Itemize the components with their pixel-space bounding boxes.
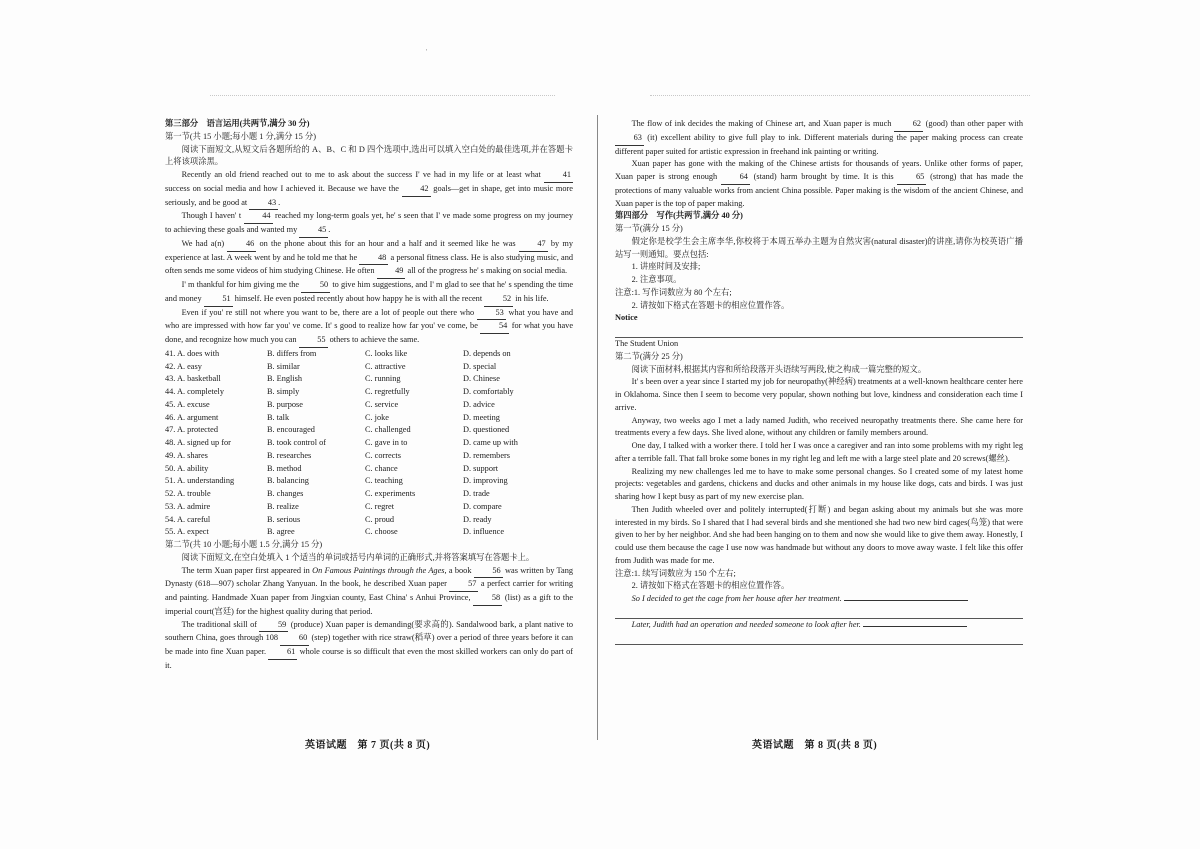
story-paragraph-1: It' s been over a year since I started my job for neuropathy(神经病) treatments at a well-known healthcare center here in Oklahoma. Since then I seem to become very popular, shown nothing but love, kindness and consideration each time I arrive. xyxy=(615,377,1023,412)
blank-46: 46 xyxy=(227,238,256,252)
blank-45: 45 xyxy=(299,224,328,238)
blank-49: 49 xyxy=(377,265,406,279)
notice-answer-line xyxy=(615,325,1023,338)
blank-53: 53 xyxy=(477,307,506,321)
page-8-column xyxy=(615,118,1023,645)
blank-64: 64 xyxy=(721,171,750,185)
option-row-42: 42. A. easy B. similar C. attractive D. special xyxy=(165,361,497,371)
grammar-paragraph-2: The traditional skill of 59 (produce) Xuan paper is demanding(要求高的). Sandalwood bark, a plant native to southern China, goes through 108 60 (step) together with rice straw(稻草) over a period of three years before it can be made into fine Xuan paper. 61 whole course is so difficult that even the most skilled workers can only do part of it. xyxy=(165,619,573,670)
continuation-line-2 xyxy=(863,626,967,627)
option-row-52: 52. A. trouble B. changes C. experiments D. trade xyxy=(165,489,490,498)
grammar-paragraph-1: The term Xuan paper first appeared in On Famous Paintings through the Ages, a book 56 was written by Tang Dynasty (618—907) scholar Zhang Yanyuan. In the book, he described Xuan paper 57 a perfect carrier for writing and painting. Handmade Xuan paper from Jingxian county, East China' s Anhui Province, 58 (list) as a gift to the imperial court(宫廷) for the highest quality during that period. xyxy=(165,565,574,616)
part4-title: 第四部分 写作(共两节,满分 40 分) xyxy=(615,211,743,221)
passage-paragraph-4: I' m thankful for him giving me the 50 to give him suggestions, and I' m glad to see that he' s spending the time and money 51 himself. He even posted recently about how happy he is with all the recent 52 in his life. xyxy=(165,279,573,307)
story-paragraph-5: Then Judith wheeled over and politely interrupted(打断) and began asking about my animals but she was more interested in my birds. So I shared that I had several birds and she mentioned she had two new bird cages(鸟笼) that were given to her by her neighbor. And she had been hanging on to them and now she would like to give them away. Honestly, I could use them because the cage I use now was handmade but without any doors to move away waste. I felt like this offer from Judith was made for me. xyxy=(615,504,1023,565)
section2-title: 第二节(共 10 小题;每小题 1.5 分,满分 15 分) xyxy=(165,540,323,549)
writing1-note-1: 注意:1. 写作词数应为 80 个左右; xyxy=(615,287,732,297)
continuation-start-1: So I decided to get the cage from her house after her treatment. xyxy=(615,593,1023,606)
option-row-51: 51. A. understanding B. balancing C. teaching D. improving xyxy=(165,476,508,486)
section1-title: 第一节(共 15 小题;每小题 1 分,满分 15 分) xyxy=(165,131,316,141)
blank-65: 65 xyxy=(897,171,926,185)
blank-42: 42 xyxy=(402,183,431,197)
option-row-55: 55. A. expect B. agree C. choose D. influence xyxy=(165,527,505,537)
top-dotted-line-right xyxy=(650,95,1030,96)
blank-63: 63 xyxy=(615,132,644,146)
notice-signature: The Student Union xyxy=(615,339,679,348)
writing1-prompt: 假定你是校学生会主席李华,你校将于本周五举办主题为自然灾害(natural disaster)的讲座,请你为校英语广播站写一则通知。要点包括: xyxy=(615,236,1023,259)
blank-44: 44 xyxy=(244,210,273,224)
option-row-41: 41. A. does with B. differs from C. looks like D. depends on xyxy=(165,348,511,358)
section1-instructions: 阅读下面短文,从短文后各题所给的 A、B、C 和 D 四个选项中,选出可以填入空白处的最佳选项,并在答题卡上将该项涂黑。 xyxy=(165,144,573,167)
answer-line-2 xyxy=(615,632,1023,645)
blank-51: 51 xyxy=(204,293,233,307)
page-divider xyxy=(597,115,598,740)
story-paragraph-2: Anyway, two weeks ago I met a lady named Judith, who received neuropathy treatments there. She came here for treatments every a few days. She lived alone, without any children or family members around. xyxy=(615,415,1023,438)
blank-52: 52 xyxy=(484,293,513,307)
passage-paragraph-3: We had a(n) 46 on the phone about this for an hour and a half and it seemed like he was 47 by my experience at last. A week went by and he told me that he 48 a personal fitness class. He is also studying music, and often sends me some videos of him studying Chinese. He often 49 all of the progress he' s making on social media. xyxy=(165,238,573,279)
writing2-note-1: 注意:1. 续写词数应为 150 个左右; xyxy=(615,568,736,578)
page-8-footer: 英语试题 第 8 页(共 8 页) xyxy=(752,740,878,751)
blank-48: 48 xyxy=(359,252,388,266)
writing1-point-2: 2. 注意事项。 xyxy=(631,275,682,284)
blank-54: 54 xyxy=(480,320,509,334)
section2-instructions: 阅读下面短文,在空白处填入 1 个适当的单词或括号内单词的正确形式,并将答案填写在答题卡上。 xyxy=(181,552,535,562)
option-row-54: 54. A. careful B. serious C. proud D. ready xyxy=(165,514,492,524)
blank-62: 62 xyxy=(894,118,923,132)
top-dotted-line-left xyxy=(210,95,555,96)
options-list xyxy=(165,348,573,539)
blank-55: 55 xyxy=(299,334,328,348)
answer-line-1 xyxy=(615,606,1023,619)
option-row-43: 43. A. basketball B. English C. running D. Chinese xyxy=(165,374,500,384)
option-row-50: 50. A. ability B. method C. chance D. support xyxy=(165,463,499,473)
writing1-note-2: 2. 请按如下格式在答题卡的相应位置作答。 xyxy=(631,300,790,310)
option-row-45: 45. A. excuse B. purpose C. service D. advice xyxy=(165,399,495,409)
blank-43: 43 xyxy=(249,197,278,211)
notice-title: Notice xyxy=(615,313,638,323)
continuation-line-1 xyxy=(844,600,968,601)
grammar-paragraph-3: The flow of ink decides the making of Chinese art, and Xuan paper is much 62 (good) than other paper with 63 (it) excellent ability to give full play to ink. Different materials during the paper making process can create different paper suited for artistic expression in freehand ink painting or writing. xyxy=(615,119,1024,156)
writing2-title: 第二节(满分 25 分) xyxy=(615,351,683,361)
blank-61: 61 xyxy=(268,646,297,660)
story-paragraph-3: One day, I talked with a worker there. I told her I was once a caregiver and ran into some problems with my right leg after a terrible fall. That fall broke some bones in my right leg and left me with a large steel plate and 20 screws(螺丝). xyxy=(615,441,1023,463)
writing2-note-2: 2. 请按如下格式在答题卡的相应位置作答。 xyxy=(631,581,790,591)
book-title: On Famous Paintings through the Ages xyxy=(312,565,445,575)
option-row-46: 46. A. argument B. talk C. joke D. meeting xyxy=(165,412,500,422)
part3-title: 第三部分 语言运用(共两节,满分 30 分) xyxy=(165,119,310,128)
blank-57: 57 xyxy=(449,578,478,592)
page-7-column xyxy=(165,118,573,673)
option-row-48: 48. A. signed up for B. took control of C. gave in to D. came up with xyxy=(165,438,518,447)
blank-60: 60 xyxy=(280,632,309,646)
writing2-instructions: 阅读下面材料,根据其内容和所给段落开头语续写两段,使之构成一篇完整的短文。 xyxy=(631,364,927,374)
blank-47: 47 xyxy=(519,238,548,252)
blank-56: 56 xyxy=(474,565,503,579)
passage-paragraph-1: Recently an old friend reached out to me to ask about the success I' ve had in my life or at least what 41 success on social media and how I achieved it. Because we have the 42 goals—get in shape, get into music more seriously, and be good at 43 . xyxy=(165,169,573,210)
page-7-footer: 英语试题 第 7 页(共 8 页) xyxy=(305,740,431,751)
blank-50: 50 xyxy=(301,279,330,293)
blank-58: 58 xyxy=(473,592,502,606)
story-paragraph-4: Realizing my new challenges led me to have to make some personal changes. So I created some of my latest home projects: vegetables and gardens, chickens and ducks and other animals in my house like dogs, cats and birds. I was just sharing how I kept busy as part of my new exercise plan. xyxy=(615,466,1023,501)
writing1-title: 第一节(满分 15 分) xyxy=(615,224,683,233)
option-row-44: 44. A. completely B. simply C. regretfully D. comfortably xyxy=(165,387,514,396)
passage-paragraph-5: Even if you' re still not where you want to be, there are a lot of people out there who 53 what you have and who are impressed with how far you' ve come. It' s good to realize how far you' ve come, be 54 for what you have done, and recognize how much you can 55 others to achieve the same. xyxy=(165,307,573,348)
grammar-paragraph-4: Xuan paper has gone with the making of the Chinese artists for thousands of years. Unlike other forms of paper, Xuan paper is strong enough 64 (stand) harm brought by time. It is this 65 (strong) that has made the protections of many valuable works from ancient China possible. Paper making is the wisdom of the ancient Chinese, and Xuan paper is the top of paper making. xyxy=(615,159,1024,208)
option-row-49: 49. A. shares B. researches C. corrects D. remembers xyxy=(165,450,510,460)
blank-41: 41 xyxy=(544,169,573,183)
passage-paragraph-2: Though I haven' t 44 reached my long-term goals yet, he' s seen that I' ve made some progress on my journey to achieving these goals and wanted my 45 . xyxy=(165,210,573,238)
blank-59: 59 xyxy=(259,619,288,633)
scan-mark: ˈ xyxy=(425,48,428,57)
option-row-47: 47. A. protected B. encouraged C. challenged D. questioned xyxy=(165,425,510,435)
continuation-start-2: Later, Judith had an operation and needed someone to look after her. xyxy=(615,619,1023,632)
option-row-53: 53. A. admire B. realize C. regret D. compare xyxy=(165,501,502,511)
writing1-point-1: 1. 讲座时间及安排; xyxy=(631,262,701,272)
